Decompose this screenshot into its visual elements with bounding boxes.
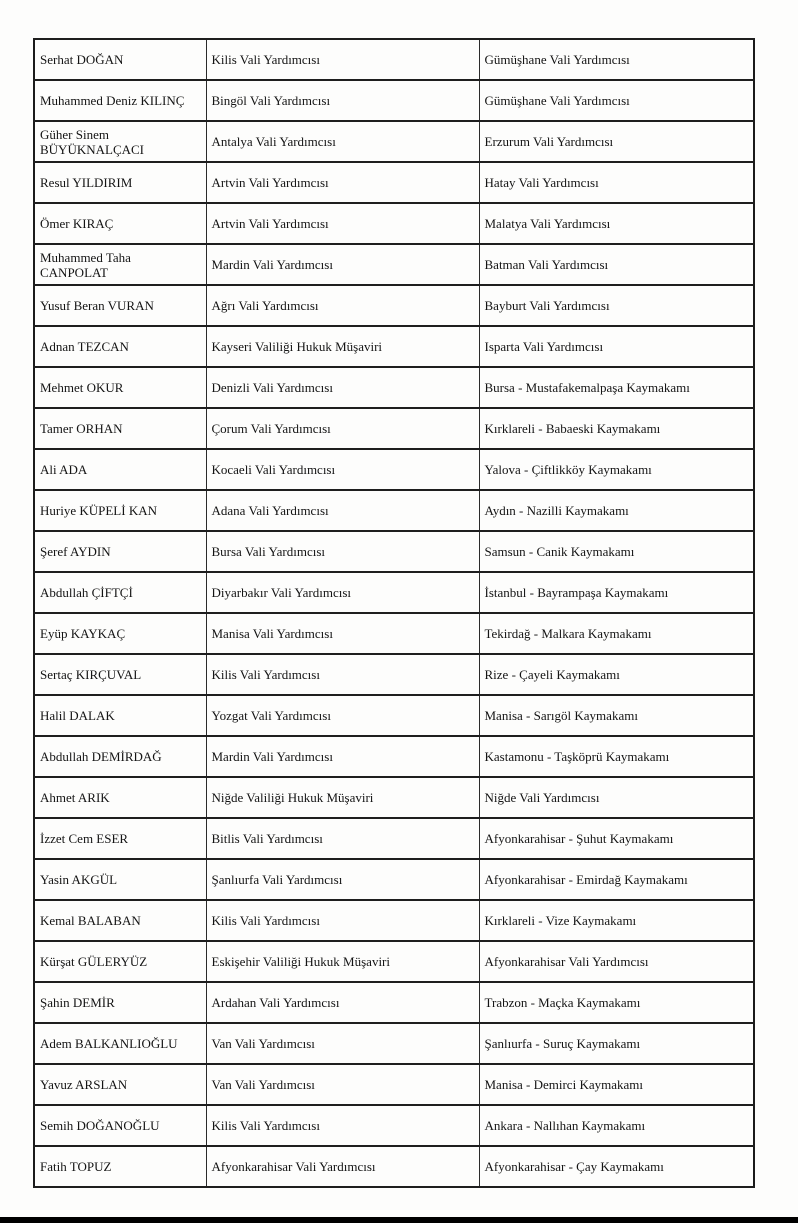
new-position-cell: Bayburt Vali Yardımcısı [479, 285, 754, 326]
officer-name-cell: Yasin AKGÜL [34, 859, 206, 900]
table-row [34, 654, 754, 695]
officer-name-cell: Yusuf Beran VURAN [34, 285, 206, 326]
current-position-cell: Yozgat Vali Yardımcısı [206, 695, 479, 736]
current-position-cell: Bingöl Vali Yardımcısı [206, 80, 479, 121]
new-position-cell: Ankara - Nallıhan Kaymakamı [479, 1105, 754, 1146]
new-position-cell: Yalova - Çiftlikköy Kaymakamı [479, 449, 754, 490]
current-position-cell: Kilis Vali Yardımcısı [206, 654, 479, 695]
current-position-cell: Bursa Vali Yardımcısı [206, 531, 479, 572]
new-position-cell: Kırklareli - Babaeski Kaymakamı [479, 408, 754, 449]
table-row [34, 531, 754, 572]
new-position-cell: Rize - Çayeli Kaymakamı [479, 654, 754, 695]
new-position-cell: Niğde Vali Yardımcısı [479, 777, 754, 818]
table-row [34, 449, 754, 490]
table-row [34, 39, 754, 80]
table-row [34, 80, 754, 121]
officer-name-cell: Kürşat GÜLERYÜZ [34, 941, 206, 982]
new-position-cell: Trabzon - Maçka Kaymakamı [479, 982, 754, 1023]
officer-name-cell: Mehmet OKUR [34, 367, 206, 408]
new-position-cell: Tekirdağ - Malkara Kaymakamı [479, 613, 754, 654]
table-row [34, 408, 754, 449]
table-row [34, 1146, 754, 1187]
table-row [34, 490, 754, 531]
officer-name-cell: Ali ADA [34, 449, 206, 490]
appointments-table [33, 38, 755, 1188]
table-row [34, 1064, 754, 1105]
scan-edge-bar [0, 1217, 798, 1223]
new-position-cell: Bursa - Mustafakemalpaşa Kaymakamı [479, 367, 754, 408]
current-position-cell: Mardin Vali Yardımcısı [206, 244, 479, 285]
current-position-cell: Kilis Vali Yardımcısı [206, 39, 479, 80]
current-position-cell: Eskişehir Valiliği Hukuk Müşaviri [206, 941, 479, 982]
officer-name-cell: Abdullah DEMİRDAĞ [34, 736, 206, 777]
table-row [34, 859, 754, 900]
officer-name-cell: Kemal BALABAN [34, 900, 206, 941]
officer-name-cell: Şeref AYDIN [34, 531, 206, 572]
table-row [34, 1105, 754, 1146]
officer-name-cell: Semih DOĞANOĞLU [34, 1105, 206, 1146]
current-position-cell: Manisa Vali Yardımcısı [206, 613, 479, 654]
table-row [34, 941, 754, 982]
table-row [34, 777, 754, 818]
new-position-cell: Manisa - Demirci Kaymakamı [479, 1064, 754, 1105]
table-row [34, 818, 754, 859]
current-position-cell: Ağrı Vali Yardımcısı [206, 285, 479, 326]
officer-name-cell: Ömer KIRAÇ [34, 203, 206, 244]
table-row [34, 736, 754, 777]
officer-name-cell: Adem BALKANLIOĞLU [34, 1023, 206, 1064]
current-position-cell: Niğde Valiliği Hukuk Müşaviri [206, 777, 479, 818]
table-row [34, 203, 754, 244]
current-position-cell: Çorum Vali Yardımcısı [206, 408, 479, 449]
table-row [34, 900, 754, 941]
current-position-cell: Kilis Vali Yardımcısı [206, 900, 479, 941]
officer-name-cell: Muhammed Taha CANPOLAT [34, 244, 206, 285]
current-position-cell: Şanlıurfa Vali Yardımcısı [206, 859, 479, 900]
new-position-cell: Afyonkarahisar Vali Yardımcısı [479, 941, 754, 982]
current-position-cell: Mardin Vali Yardımcısı [206, 736, 479, 777]
table-row [34, 572, 754, 613]
table-row [34, 982, 754, 1023]
officer-name-cell: Adnan TEZCAN [34, 326, 206, 367]
current-position-cell: Kayseri Valiliği Hukuk Müşaviri [206, 326, 479, 367]
current-position-cell: Kocaeli Vali Yardımcısı [206, 449, 479, 490]
officer-name-cell: Tamer ORHAN [34, 408, 206, 449]
table-row [34, 244, 754, 285]
current-position-cell: Adana Vali Yardımcısı [206, 490, 479, 531]
officer-name-cell: Huriye KÜPELİ KAN [34, 490, 206, 531]
new-position-cell: Şanlıurfa - Suruç Kaymakamı [479, 1023, 754, 1064]
table-row [34, 326, 754, 367]
current-position-cell: Diyarbakır Vali Yardımcısı [206, 572, 479, 613]
new-position-cell: Afyonkarahisar - Şuhut Kaymakamı [479, 818, 754, 859]
table-row [34, 367, 754, 408]
table-row [34, 121, 754, 162]
table-row [34, 613, 754, 654]
current-position-cell: Artvin Vali Yardımcısı [206, 162, 479, 203]
table-row [34, 1023, 754, 1064]
officer-name-cell: Halil DALAK [34, 695, 206, 736]
new-position-cell: Afyonkarahisar - Emirdağ Kaymakamı [479, 859, 754, 900]
new-position-cell: Afyonkarahisar - Çay Kaymakamı [479, 1146, 754, 1187]
current-position-cell: Antalya Vali Yardımcısı [206, 121, 479, 162]
new-position-cell: Batman Vali Yardımcısı [479, 244, 754, 285]
current-position-cell: Kilis Vali Yardımcısı [206, 1105, 479, 1146]
officer-name-cell: Yavuz ARSLAN [34, 1064, 206, 1105]
current-position-cell: Afyonkarahisar Vali Yardımcısı [206, 1146, 479, 1187]
new-position-cell: Malatya Vali Yardımcısı [479, 203, 754, 244]
current-position-cell: Denizli Vali Yardımcısı [206, 367, 479, 408]
current-position-cell: Van Vali Yardımcısı [206, 1023, 479, 1064]
table-row [34, 162, 754, 203]
new-position-cell: Erzurum Vali Yardımcısı [479, 121, 754, 162]
officer-name-cell: Fatih TOPUZ [34, 1146, 206, 1187]
table-row [34, 695, 754, 736]
officer-name-cell: Abdullah ÇİFTÇİ [34, 572, 206, 613]
new-position-cell: Kırklareli - Vize Kaymakamı [479, 900, 754, 941]
new-position-cell: Manisa - Sarıgöl Kaymakamı [479, 695, 754, 736]
officer-name-cell: Serhat DOĞAN [34, 39, 206, 80]
new-position-cell: Isparta Vali Yardımcısı [479, 326, 754, 367]
officer-name-cell: Sertaç KIRÇUVAL [34, 654, 206, 695]
current-position-cell: Ardahan Vali Yardımcısı [206, 982, 479, 1023]
table-row [34, 285, 754, 326]
officer-name-cell: Şahin DEMİR [34, 982, 206, 1023]
officer-name-cell: Resul YILDIRIM [34, 162, 206, 203]
new-position-cell: Samsun - Canik Kaymakamı [479, 531, 754, 572]
officer-name-cell: Muhammed Deniz KILINÇ [34, 80, 206, 121]
officer-name-cell: Güher Sinem BÜYÜKNALÇACI [34, 121, 206, 162]
new-position-cell: Gümüşhane Vali Yardımcısı [479, 80, 754, 121]
officer-name-cell: Eyüp KAYKAÇ [34, 613, 206, 654]
current-position-cell: Artvin Vali Yardımcısı [206, 203, 479, 244]
new-position-cell: Gümüşhane Vali Yardımcısı [479, 39, 754, 80]
new-position-cell: Kastamonu - Taşköprü Kaymakamı [479, 736, 754, 777]
new-position-cell: İstanbul - Bayrampaşa Kaymakamı [479, 572, 754, 613]
new-position-cell: Aydın - Nazilli Kaymakamı [479, 490, 754, 531]
new-position-cell: Hatay Vali Yardımcısı [479, 162, 754, 203]
officer-name-cell: İzzet Cem ESER [34, 818, 206, 859]
current-position-cell: Bitlis Vali Yardımcısı [206, 818, 479, 859]
officer-name-cell: Ahmet ARIK [34, 777, 206, 818]
current-position-cell: Van Vali Yardımcısı [206, 1064, 479, 1105]
